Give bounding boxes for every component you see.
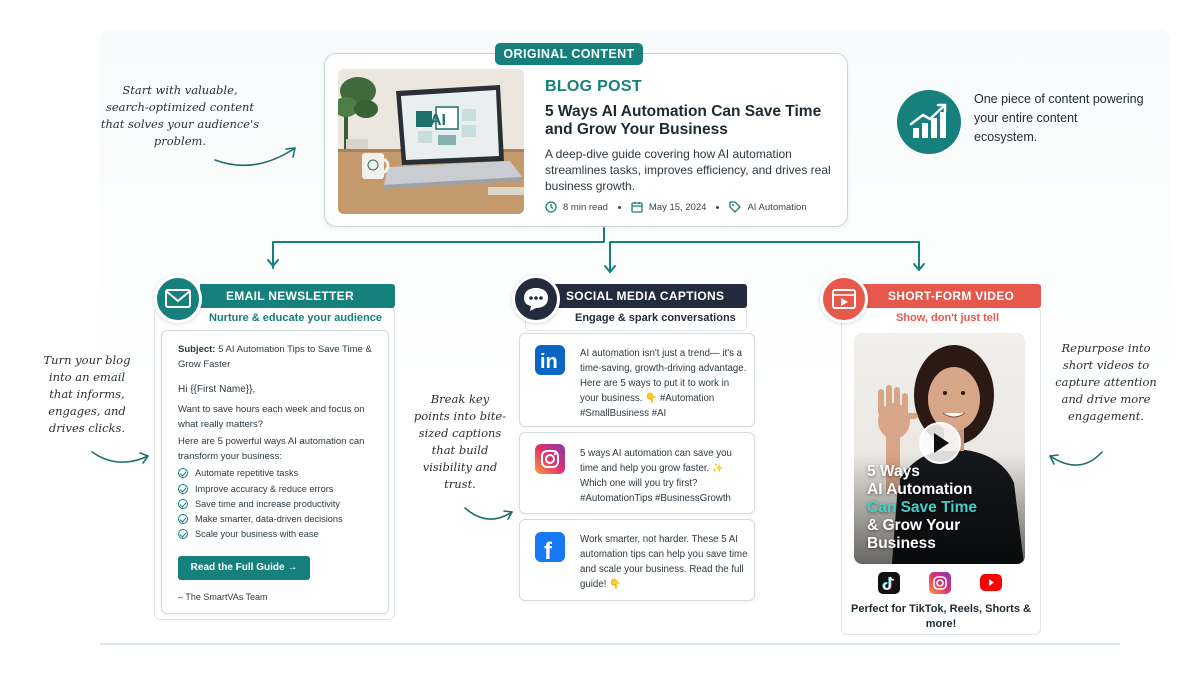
check-icon [178, 514, 188, 524]
check-icon [178, 468, 188, 478]
note-video: Repurpose into short videos to capture attention and drive more engagement. [1055, 341, 1157, 423]
blog-description: A deep-dive guide covering how AI automation streamlines tasks, improves efficiency, and drives real business growth. [545, 147, 831, 193]
svg-text:in: in [540, 351, 558, 373]
email-list-item: Scale your business with ease [178, 529, 319, 539]
chat-bubble-icon [512, 275, 560, 323]
email-list-item: Make smarter, data-driven decisions [178, 514, 343, 524]
category: AI Automation [747, 201, 807, 213]
email-subheader: Nurture & educate your audience [209, 312, 382, 324]
tag-icon [729, 201, 741, 213]
email-subject: Subject: 5 AI Automation Tips to Save Time & Grow Faster [178, 344, 372, 370]
svg-text:f: f [544, 538, 552, 562]
summary-text: One piece of content powering your entire content ecosystem. [974, 92, 1144, 144]
email-list-item: Automate repetitive tasks [178, 468, 298, 478]
email-header: EMAIL NEWSLETTER [200, 284, 395, 308]
clock-icon [545, 201, 557, 213]
screen-ai-text: AI [430, 112, 446, 129]
check-icon [178, 499, 188, 509]
social-header: SOCIAL MEDIA CAPTIONS [540, 284, 747, 308]
email-list-item: Improve accuracy & reduce errors [178, 484, 333, 494]
read-time: 8 min read [563, 201, 608, 213]
note-social: Break key points into bite-sized captions that build visibility and trust. [413, 392, 507, 491]
video-overlay-title: 5 Ways AI Automation Can Save Time & Grow Your Business [867, 463, 977, 552]
linkedin-icon [535, 345, 565, 375]
check-icon [178, 484, 188, 494]
facebook-icon [535, 532, 565, 562]
instagram-icon[interactable] [929, 572, 951, 594]
youtube-icon[interactable] [980, 574, 1002, 591]
note-email: Turn your blog into an email that informs, engages, and drives clicks. [43, 353, 131, 435]
read-full-guide-button[interactable]: Read the Full Guide → [178, 556, 310, 580]
email-paragraph-2: Here are 5 powerful ways AI automation can transform your business: [178, 436, 365, 462]
check-icon [178, 529, 188, 539]
calendar-icon [631, 201, 643, 213]
email-paragraph-1: Want to save hours each week and focus on what really matters? [178, 404, 365, 430]
video-footer-text: Perfect for TikTok, Reels, Shorts & more! [851, 603, 1031, 630]
instagram-icon [535, 444, 565, 474]
social-subheader: Engage & spark conversations [575, 312, 736, 324]
tiktok-icon[interactable] [878, 572, 900, 594]
blog-post-label: BLOG POST [545, 78, 642, 95]
mail-icon [154, 275, 202, 323]
video-subheader: Show, don't just tell [896, 312, 1000, 324]
email-list-item: Save time and increase productivity [178, 499, 340, 509]
original-content-tag: ORIGINAL CONTENT [495, 43, 643, 65]
video-header: SHORT-FORM VIDEO [862, 284, 1041, 308]
linkedin-caption: AI automation isn't just a trend— it's a time-saving, growth-driving advantage. Here are 5 ways to put it to work in your business. 👇 #Automation #SmallBusiness #AI [580, 348, 747, 419]
note-start: Start with valuable, search-optimized content that solves your audience's problem. [100, 83, 260, 148]
facebook-caption: Work smarter, not harder. These 5 AI automation tips can help you save time and scale your business. Read the full guide! 👇 [580, 534, 748, 590]
blog-meta [545, 201, 807, 213]
instagram-caption: 5 ways AI automation can save you time and help you grow faster. ✨ Which one will you try first? #AutomationTips #BusinessGrowth [580, 448, 732, 504]
blog-title[interactable]: 5 Ways AI Automation Can Save Time and Grow Your Business [545, 103, 822, 138]
email-greeting: Hi {{First Name}}, [178, 384, 256, 395]
video-play-icon [820, 275, 868, 323]
growth-chart-icon [897, 90, 961, 154]
publish-date: May 15, 2024 [648, 201, 707, 213]
email-signoff: – The SmartVAs Team [178, 592, 268, 602]
blog-hero-image [338, 69, 524, 214]
